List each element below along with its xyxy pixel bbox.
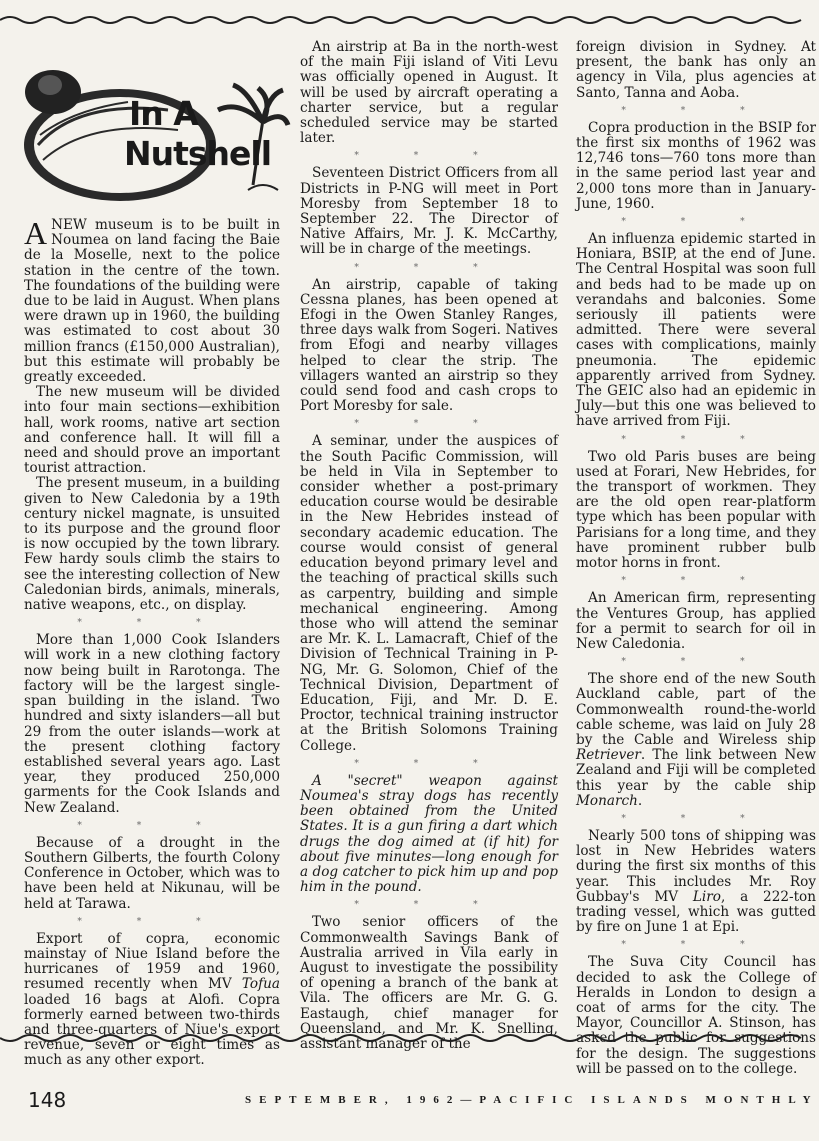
article-secret-weapon: A "secret" weapon against Noumea's stray dogs has recently been obtained from the United States. It is a gun firing a dart which drugs the dog aimed at (if hit) for about five minutes—long enough for a dog catcher to pick him up and pop him in the pound. (300, 772, 558, 896)
page-footer (0, 1088, 819, 1118)
separator: * * * (621, 576, 771, 587)
page-number: 148 (28, 1088, 67, 1112)
drop-cap: A (24, 215, 48, 251)
article-influenza: An influenza epidemic started in Honiara, BSIP, at the end of June. The Central Hospital was soon full and beds had to be made up on verandahs and balconies. Some seriously ill patients were admitted. There were several cases with complications, mainly pneumonia. The epidemic apparently arrived from Sydney. The GEIC also had an epidemic in July—but this one was believed to have arrived from Fiji. (576, 231, 816, 430)
top-wave-border (0, 12, 801, 26)
separator: * * * (77, 618, 227, 629)
column-3 (576, 39, 816, 1077)
separator: * * * (354, 151, 504, 162)
bottom-wave-border (0, 1032, 801, 1046)
article-cable: The shore end of the new South Auckland cable, part of the Commonwealth round-the-world cable scheme, was laid on July 28 by the Cable and Wireless ship Retriever. The link between New Zealand and Fiji will be completed this year by the cable ship Monarch. (576, 671, 816, 809)
separator: * * * (354, 262, 504, 273)
article-seminar: A seminar, under the auspices of the South Pacific Commission, will be held in Vila in September to consider whether a post-primary education course would be desirable in the New Hebrides instead of secondary academic education. The course would consist of general education beyond primary level and the teaching of practical skills such as carpentry, building and simple mechanical engineering. Among those who will attend the seminar are Mr. K. L. Lamacraft, Chief of the Division of Technical Training in P-NG, Mr. G. Solomon, Chief of the Technical Division, Department of Education, Fiji, and Mr. D. E. Proctor, technical training instructor at the British Solomons Training College. (300, 433, 558, 754)
article-district-officers: Seventeen District Officers from all Districts in P-NG will meet in Port Moresby from September 18 to September 22. The Director of Native Affairs, Mr. J. K. McCarthy, will be in charge of the meetings. (300, 165, 558, 258)
column-1 (24, 40, 280, 1069)
separator: * * * (354, 419, 504, 430)
issue-line: SEPTEMBER, 1962—PACIFIC ISLANDS MONTHLY (245, 1094, 819, 1106)
article-niue: Export of copra, economic mainstay of Niue Island before the hurricanes of 1959 and 1960, resumed recently when MV Tofua loaded 16 bags at Alofi. Copra formerly earned between two-thirds and three-quarters of Niue's export revenue, seven or eight times as much as any other export. (24, 930, 280, 1069)
headline-line-1: In A (129, 94, 198, 133)
article-museum: ANEW museum is to be built in Noumea on land facing the Baie de la Moselle, next to the police station in the centre of the town. The foundations of the building were due to be laid in August. When plans were drawn up in 1960, the building was estimated to cost about 30 million francs (£150,000 Australian), but this estimate will probably be greatly exceeded. (24, 215, 280, 386)
column-2 (300, 39, 558, 1052)
separator: * * * (621, 434, 771, 445)
separator: * * * (621, 657, 771, 668)
article-ba-airstrip: An airstrip at Ba in the north-west of the main Fiji island of Viti Levu was officially opened in August. It will be used by aircraft operating a charter service, but a regular scheduled service may be started later. (300, 39, 558, 147)
separator: * * * (77, 820, 227, 831)
article-copra-bsip: Copra production in the BSIP for the first six months of 1962 was 12,746 tons—760 tons more than in the same period last year and 2,000 tons more than in January-June, 1960. (576, 119, 816, 212)
article-cook-islands: More than 1,000 Cook Islanders will work in a new clothing factory now being built in Rarotonga. The factory will be the largest single-span building in the island. Two hundred and sixty islanders—all but 29 from the outer islands—work at the present clothing factory established several years ago. Last year, they produced 250,000 garments for the Cook Islands and New Zealand. (24, 632, 280, 816)
article-shipping-loss: Nearly 500 tons of shipping was lost in New Hebrides waters during the first six months of this year. This includes Mr. Roy Gubbay's MV Liro, a 222-ton trading vessel, which was gutted by fire on June 1 at Epi. (576, 827, 816, 936)
headline-line-2: Nutshell (124, 134, 272, 173)
article-museum-p3: The present museum, in a building given to New Caledonia by a 19th century nickel magnate, is unsuited to its purpose and the ground floor is now occupied by the town library. Few hardy souls climb the stairs to see the interesting collection of New Caledonian birds, animals, minerals, native weapons, etc., on display. (24, 475, 280, 614)
separator: * * * (77, 916, 227, 927)
separator: * * * (621, 217, 771, 228)
article-bank-continued: foreign division in Sydney. At present, the bank has only an agency in Vila, plus agencies at Santo, Tanna and Aoba. (576, 39, 816, 101)
separator: * * * (621, 813, 771, 824)
separator: * * * (354, 900, 504, 911)
in-a-nutshell-logo (24, 40, 280, 208)
article-savings-bank: Two senior officers of the Commonwealth Savings Bank of Australia arrived in Vila early in August to investigate the possibility of opening a branch of the bank at Vila. The officers are Mr. G. G. Eastaugh, chief manager for Queensland, and Mr. K. Snelling, assistant manager of the (300, 914, 558, 1052)
article-paris-buses: Two old Paris buses are being used at Forari, New Hebrides, for the transport of workmen. They are the old open rear-platform type which has been popular with Parisians for a long time, and they have prominent rubber bulb motor horns in front. (576, 448, 816, 572)
separator: * * * (621, 940, 771, 951)
separator: * * * (354, 758, 504, 769)
article-efogi-airstrip: An airstrip, capable of taking Cessna planes, has been opened at Efogi in the Owen Stanley Ranges, three days walk from Sogeri. Natives from Efogi and nearby villages helped to clear the strip. The villagers wanted an airstrip so they could send food and cash crops to Port Moresby for sale. (300, 276, 558, 415)
article-gilberts: Because of a drought in the Southern Gilberts, the fourth Colony Conference in October, which was to have been held at Nikunau, will be held at Tarawa. (24, 834, 280, 912)
article-coat-of-arms: The Suva City Council has decided to ask the College of Heralds in London to design a coat of arms for the city. The Mayor, Councillor A. Stinson, has asked the public for suggestions for the design. The suggestions will be passed on to the college. (576, 954, 816, 1077)
article-oil-search: An American firm, representing the Ventures Group, has applied for a permit to search for oil in New Caledonia. (576, 590, 816, 652)
article-museum-p2: The new museum will be divided into four main sections—exhibition hall, work rooms, native art section and conference hall. It will fill a need and should prove an important tourist attraction. (24, 384, 280, 477)
separator: * * * (621, 105, 771, 116)
